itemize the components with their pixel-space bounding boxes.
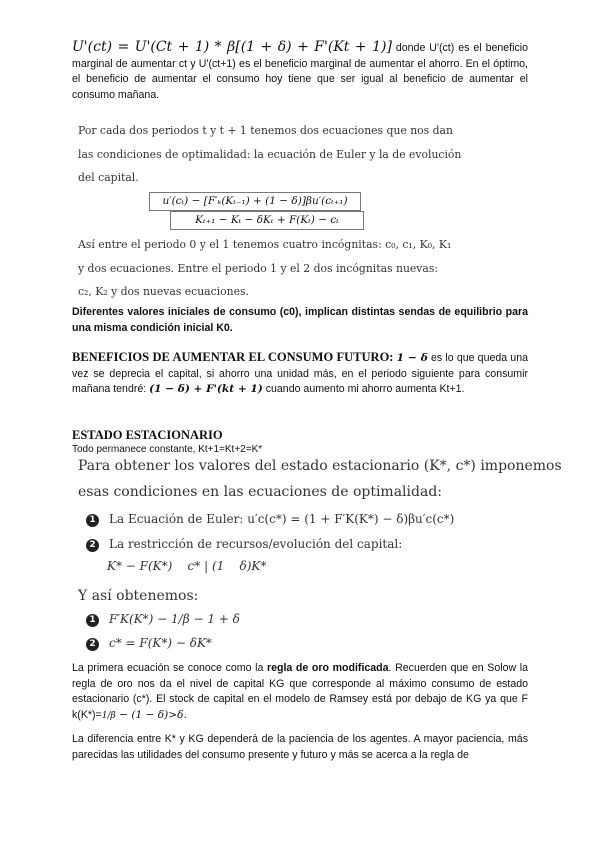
slide1-line6: c₂, K₂ y dos nuevas ecuaciones. (78, 285, 249, 298)
numbered-bullet-icon: 1 (86, 514, 99, 527)
estado-heading: ESTADO ESTACIONARIO (72, 428, 223, 442)
slide2-line1: Para obtener los valores del estado estacionario (K*, c*) imponemos (78, 458, 562, 474)
slide2-obtenemos: Y así obtenemos: (78, 588, 199, 604)
beneficios-paragraph (72, 350, 528, 398)
closing-text-c: − (1 − δ)>δ. (115, 708, 187, 721)
slide1-line3: del capital. (78, 171, 139, 184)
beneficios-text2: cuando aumento mi ahorro aumenta Kt+1. (262, 383, 465, 395)
slide1-line1: Por cada dos periodos t y t + 1 tenemos dos ecuaciones que nos dan (78, 124, 453, 137)
closing-paragraph-1 (72, 661, 528, 724)
bold-paragraph: Diferentes valores iniciales de consumo (c0), implican distintas sendas de equilibrio para una misma condición inicial K0. (72, 306, 528, 334)
euler-equation-box: u′(cₜ) − [F′ₖ(Kₜ₋₁) + (1 − δ)]βu′(cₜ₊₁) (149, 192, 361, 211)
numbered-bullet-icon: 2 (86, 638, 99, 651)
slide2-result1 (86, 612, 240, 627)
slide2-item1-text: La Ecuación de Euler: u′c(c*) = (1 + F′K(K*) − δ)βu′c(c*) (109, 512, 455, 526)
numbered-bullet-icon: 2 (86, 539, 99, 552)
slide2-item2-equation: K* − F(K*) c* | (1 δ)K* (107, 559, 267, 573)
intro-paragraph (72, 40, 528, 103)
closing-paragraph-2: La diferencia entre K* y KG dependerá de la paciencia de los agentes. A mayor paciencia, más parecidas las utilidades del consumo presente y futuro y más se acerca a la regla de (72, 733, 528, 761)
numbered-bullet-icon: 1 (86, 614, 99, 627)
slide1-line4: Así entre el periodo 0 y el 1 tenemos cuatro incógnitas: c₀, c₁, K₀, K₁ (78, 238, 452, 251)
beneficios-heading: BENEFICIOS DE AUMENTAR EL CONSUMO FUTURO: (72, 350, 394, 364)
slide2-result2-text: c* = F(K*) − δK* (109, 636, 212, 650)
slide2-item2-text: La restricción de recursos/evolución del capital: (109, 537, 403, 551)
slide1-line2: las condiciones de optimalidad: la ecuación de Euler y la de evolución (78, 148, 462, 161)
beneficios-text1: es lo que queda una vez se deprecia el capital, si ahorro una unidad más, en el periodo siguiente para consumir mañana tendré: (72, 352, 528, 395)
intro-text: donde U'(ct) es el beneficio marginal de aumentar ct y U'(ct+1) es el beneficio marginal de aumentar el ahorro. En el óptimo, el beneficio de aumentar el consumo hoy tiene que ser igual al beneficio de aumentar el consumo mañana. (72, 42, 529, 101)
beneficios-expr1: 1 − δ (396, 352, 428, 364)
closing-fraction: 1/β (101, 710, 116, 721)
closing-text-a: La primera ecuación se conoce como la (72, 662, 267, 674)
golden-rule-term: regla de oro modificada (266, 662, 389, 674)
closing-text-b: . Recuerden que en Solow la regla de oro nos da el nivel de capital KG que corresponde al máximo consumo de estado estacionario (c*). El stock de capital en el modelo de Ramsey está por debajo de KG ya que F k(K*)= (72, 662, 529, 721)
beneficios-expr2: (1 − δ) + F'(kt + 1) (149, 383, 263, 395)
slide1-line5: y dos ecuaciones. Entre el periodo 1 y el 2 dos incógnitas nuevas: (78, 262, 439, 275)
slide2-result1-text: F′K(K*) − 1/β − 1 + δ (109, 612, 240, 626)
slide2-result2 (86, 636, 212, 651)
capital-evolution-box: Kₜ₊₁ − Kₜ − δKₜ + F(Kₜ) − cₜ (170, 211, 364, 230)
slide2-item2 (86, 537, 402, 552)
slide2-item1 (86, 512, 454, 527)
slide2-line2: esas condiciones en las ecuaciones de optimalidad: (78, 484, 442, 500)
estado-subline: Todo permanece constante, Kt+1=Kt+2=K* (72, 444, 263, 455)
euler-equation: U'(ct) = U'(Ct + 1) * β[(1 + δ) + F'(Kt + 1)] (72, 39, 392, 55)
